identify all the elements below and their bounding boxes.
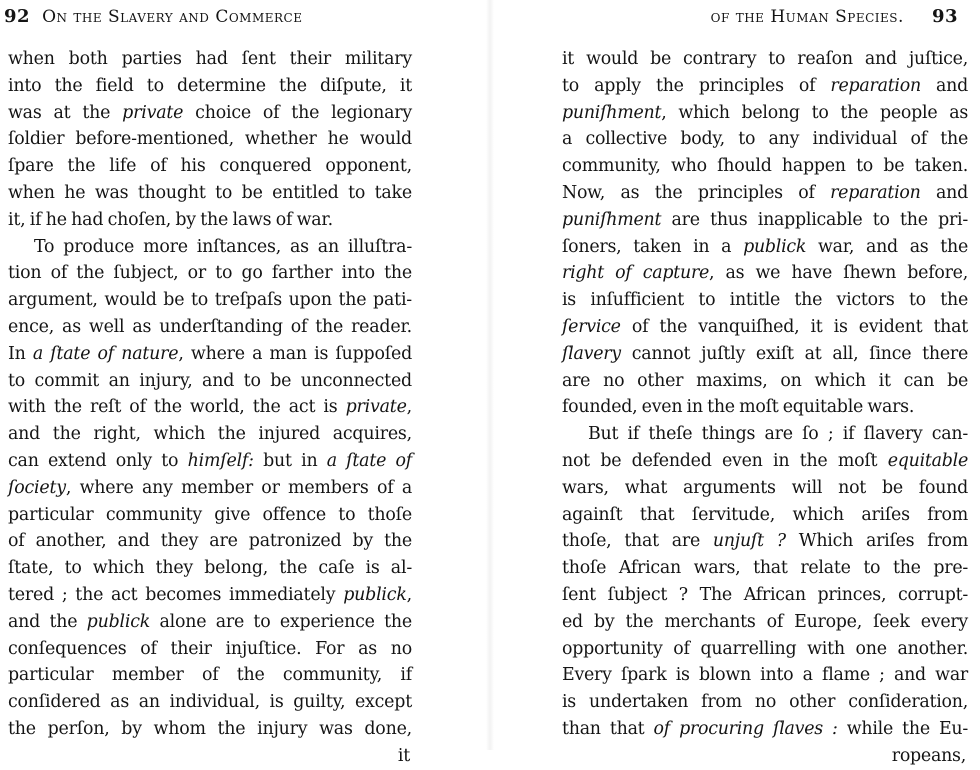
text-line bbox=[562, 421, 968, 448]
text-line bbox=[562, 260, 968, 287]
text-run: To produce more inſtances, as an illuſtra- bbox=[34, 236, 412, 257]
italic-run: private bbox=[122, 102, 184, 123]
running-head-title: On the Slavery and Commerce bbox=[42, 7, 303, 27]
italic-run: publick bbox=[343, 584, 407, 605]
text-line bbox=[562, 234, 968, 261]
text-line bbox=[8, 421, 412, 448]
text-run: argument, would be to treſpaſs upon the pati- bbox=[8, 290, 412, 311]
text-line bbox=[8, 126, 412, 153]
text-run: and bbox=[920, 75, 968, 96]
text-run: wars, what arguments will not be found bbox=[562, 477, 968, 498]
text-run: it would be contrary to reaſon and juſtice, bbox=[562, 49, 968, 69]
italic-run: puniſhment bbox=[562, 209, 662, 230]
text-line bbox=[8, 314, 412, 341]
text-run: opportunity of quarrelling with one another. bbox=[562, 638, 968, 659]
text-run: ed by the merchants of Europe, ſeek every bbox=[562, 611, 968, 632]
italic-run: reparation bbox=[830, 182, 921, 203]
italic-run: ſervice bbox=[562, 316, 621, 337]
text-line bbox=[562, 609, 968, 636]
text-run: and the bbox=[8, 611, 87, 632]
text-line bbox=[562, 368, 968, 395]
text-line bbox=[8, 368, 412, 395]
text-line bbox=[562, 636, 968, 663]
text-run: conſidered as an individual, is guilty, except bbox=[8, 692, 412, 713]
italic-run: publick bbox=[86, 611, 151, 632]
catchword: it bbox=[397, 745, 410, 766]
text-run: into the field to determine the diſpute, it bbox=[8, 75, 412, 96]
running-head-title: of the Human Species. bbox=[710, 7, 904, 27]
text-run: are thus inapplicable to the pri- bbox=[661, 209, 968, 230]
page-number: 92 bbox=[4, 6, 31, 27]
italic-run: reparation bbox=[830, 75, 921, 96]
text-run: alone are to experience the bbox=[150, 611, 412, 632]
text-run: a collective body, to any individual of the bbox=[562, 129, 968, 150]
text-run: conſequences of their injuſtice. For as no bbox=[8, 638, 412, 659]
text-run: war, and as the bbox=[806, 236, 968, 257]
italic-run: equitable bbox=[887, 450, 968, 471]
text-line bbox=[562, 448, 968, 475]
text-run: the perſon, by whom the injury was done, bbox=[8, 718, 412, 739]
text-run: Which ariſes from bbox=[785, 531, 968, 552]
text-line bbox=[562, 502, 968, 529]
right-page bbox=[490, 0, 980, 766]
text-line bbox=[562, 100, 968, 127]
text-run: thoſe, that are bbox=[562, 531, 713, 552]
page-number: 93 bbox=[931, 6, 958, 27]
italic-run: puniſhment bbox=[562, 102, 662, 123]
text-line bbox=[8, 46, 412, 73]
text-line bbox=[8, 73, 412, 100]
text-line bbox=[562, 46, 968, 73]
text-line bbox=[562, 582, 968, 609]
italic-run: himſelf: bbox=[187, 450, 254, 471]
text-run: But if theſe things are ſo ; if ſlavery can- bbox=[588, 424, 968, 445]
text-line bbox=[562, 73, 968, 100]
text-line bbox=[8, 394, 412, 421]
text-run: ſoners, taken in a bbox=[562, 236, 744, 257]
text-line bbox=[562, 528, 968, 555]
text-run: with the reſt of the world, the act is bbox=[8, 397, 346, 418]
text-line bbox=[562, 716, 968, 743]
text-run: thoſe African wars, that relate to the pre- bbox=[562, 558, 968, 579]
text-line bbox=[8, 180, 412, 207]
text-line bbox=[562, 662, 968, 689]
text-line bbox=[562, 126, 968, 153]
text-run: it, if he had choſen, by the laws of war. bbox=[8, 209, 333, 230]
text-line bbox=[8, 475, 412, 502]
text-line bbox=[8, 287, 412, 314]
text-run: founded, even in the moſt equitable wars. bbox=[562, 397, 915, 418]
text-run: ſent ſubject ? The African princes, corrupt- bbox=[562, 584, 968, 605]
text-line bbox=[8, 689, 412, 716]
left-page bbox=[0, 0, 490, 766]
text-run: when he was thought to be entitled to take bbox=[8, 182, 412, 203]
text-line bbox=[8, 100, 412, 127]
text-line bbox=[8, 609, 412, 636]
text-run: particular member of the community, if bbox=[8, 665, 412, 686]
italic-run: a ſtate of nature bbox=[32, 343, 179, 364]
right-running-head bbox=[618, 6, 958, 32]
text-line bbox=[8, 716, 412, 743]
text-run: when both parties had ſent their military bbox=[8, 49, 412, 69]
text-line bbox=[562, 180, 968, 207]
text-run: to commit an injury, and to be unconnected bbox=[8, 370, 412, 391]
text-run: is inſufficient to intitle the victors to the bbox=[562, 290, 968, 311]
text-line bbox=[562, 555, 968, 582]
text-run: ſoldier before-mentioned, whether he would bbox=[8, 129, 412, 150]
catchword: ropeans, bbox=[891, 745, 966, 766]
text-run: tion of the ſubject, or to go farther into the bbox=[8, 263, 412, 284]
text-run: In bbox=[8, 343, 33, 364]
italic-run: a ſtate of bbox=[326, 450, 412, 471]
italic-run: ſlavery bbox=[562, 343, 621, 364]
text-line bbox=[562, 287, 968, 314]
text-run: , where a man is ſuppoſed bbox=[178, 343, 413, 364]
text-run: againſt that ſervitude, which ariſes from bbox=[562, 504, 968, 525]
text-run: is undertaken from no other conſideration, bbox=[562, 692, 968, 713]
text-line bbox=[8, 636, 412, 663]
text-run: can extend only to bbox=[8, 450, 188, 471]
text-line bbox=[8, 341, 412, 368]
italic-run: publick bbox=[743, 236, 807, 257]
text-line bbox=[562, 314, 968, 341]
text-line bbox=[8, 662, 412, 689]
italic-run: ſociety bbox=[8, 477, 66, 498]
text-run: choice of the legionary bbox=[183, 102, 412, 123]
text-line bbox=[8, 502, 412, 529]
italic-run: right of capture bbox=[562, 263, 710, 284]
text-run: tered ; the act becomes immediately bbox=[8, 584, 344, 605]
text-run: , as we have ſhewn before, bbox=[709, 263, 968, 284]
text-run: but in bbox=[253, 450, 327, 471]
text-line bbox=[8, 555, 412, 582]
text-run: , bbox=[406, 584, 412, 605]
text-run: was at the bbox=[8, 102, 123, 123]
text-run: to apply the principles of bbox=[562, 75, 831, 96]
text-run: and the right, which the injured acquires, bbox=[8, 424, 412, 445]
right-body-text bbox=[562, 46, 968, 770]
text-run: Now, as the principles of bbox=[562, 182, 831, 203]
text-line bbox=[8, 260, 412, 287]
text-run: , where any member or members of a bbox=[65, 477, 412, 498]
text-line bbox=[8, 153, 412, 180]
text-run: ence, as well as underſtanding of the reader. bbox=[8, 316, 412, 337]
text-run: Every ſpark is blown into a flame ; and war bbox=[562, 665, 968, 686]
text-run: cannot juſtly exiſt at all, ſince there bbox=[620, 343, 968, 364]
text-line bbox=[562, 394, 968, 421]
left-body-text bbox=[8, 46, 412, 770]
text-run: particular community give offence to thoſe bbox=[8, 504, 412, 525]
text-run: of another, and they are patronized by the bbox=[8, 531, 412, 552]
text-line bbox=[562, 153, 968, 180]
text-run: , bbox=[406, 397, 412, 418]
text-run: and bbox=[920, 182, 968, 203]
text-line bbox=[562, 207, 968, 234]
text-run: , which belong to the people as bbox=[661, 102, 968, 123]
text-run: than that bbox=[562, 718, 654, 739]
text-run: not be defended even in the moſt bbox=[562, 450, 888, 471]
text-line bbox=[562, 341, 968, 368]
text-line bbox=[562, 475, 968, 502]
text-line bbox=[8, 448, 412, 475]
italic-run: unjuſt ? bbox=[712, 531, 786, 552]
text-run: of the vanquiſhed, it is evident that bbox=[620, 316, 968, 337]
text-run: ſpare the life of his conquered opponent, bbox=[8, 156, 412, 177]
text-line bbox=[562, 689, 968, 716]
italic-run: of procuring ſlaves : bbox=[653, 718, 838, 739]
text-line bbox=[8, 207, 412, 234]
text-run: community, who ſhould happen to be taken. bbox=[562, 156, 968, 177]
text-line bbox=[8, 582, 412, 609]
left-running-head bbox=[4, 6, 404, 32]
text-run: while the Eu- bbox=[837, 718, 968, 739]
text-run: ſtate, to which they belong, the caſe is al- bbox=[8, 558, 412, 579]
text-line bbox=[8, 234, 412, 261]
text-run: are no other maxims, on which it can be bbox=[562, 370, 968, 391]
text-line bbox=[8, 528, 412, 555]
italic-run: private bbox=[345, 397, 407, 418]
